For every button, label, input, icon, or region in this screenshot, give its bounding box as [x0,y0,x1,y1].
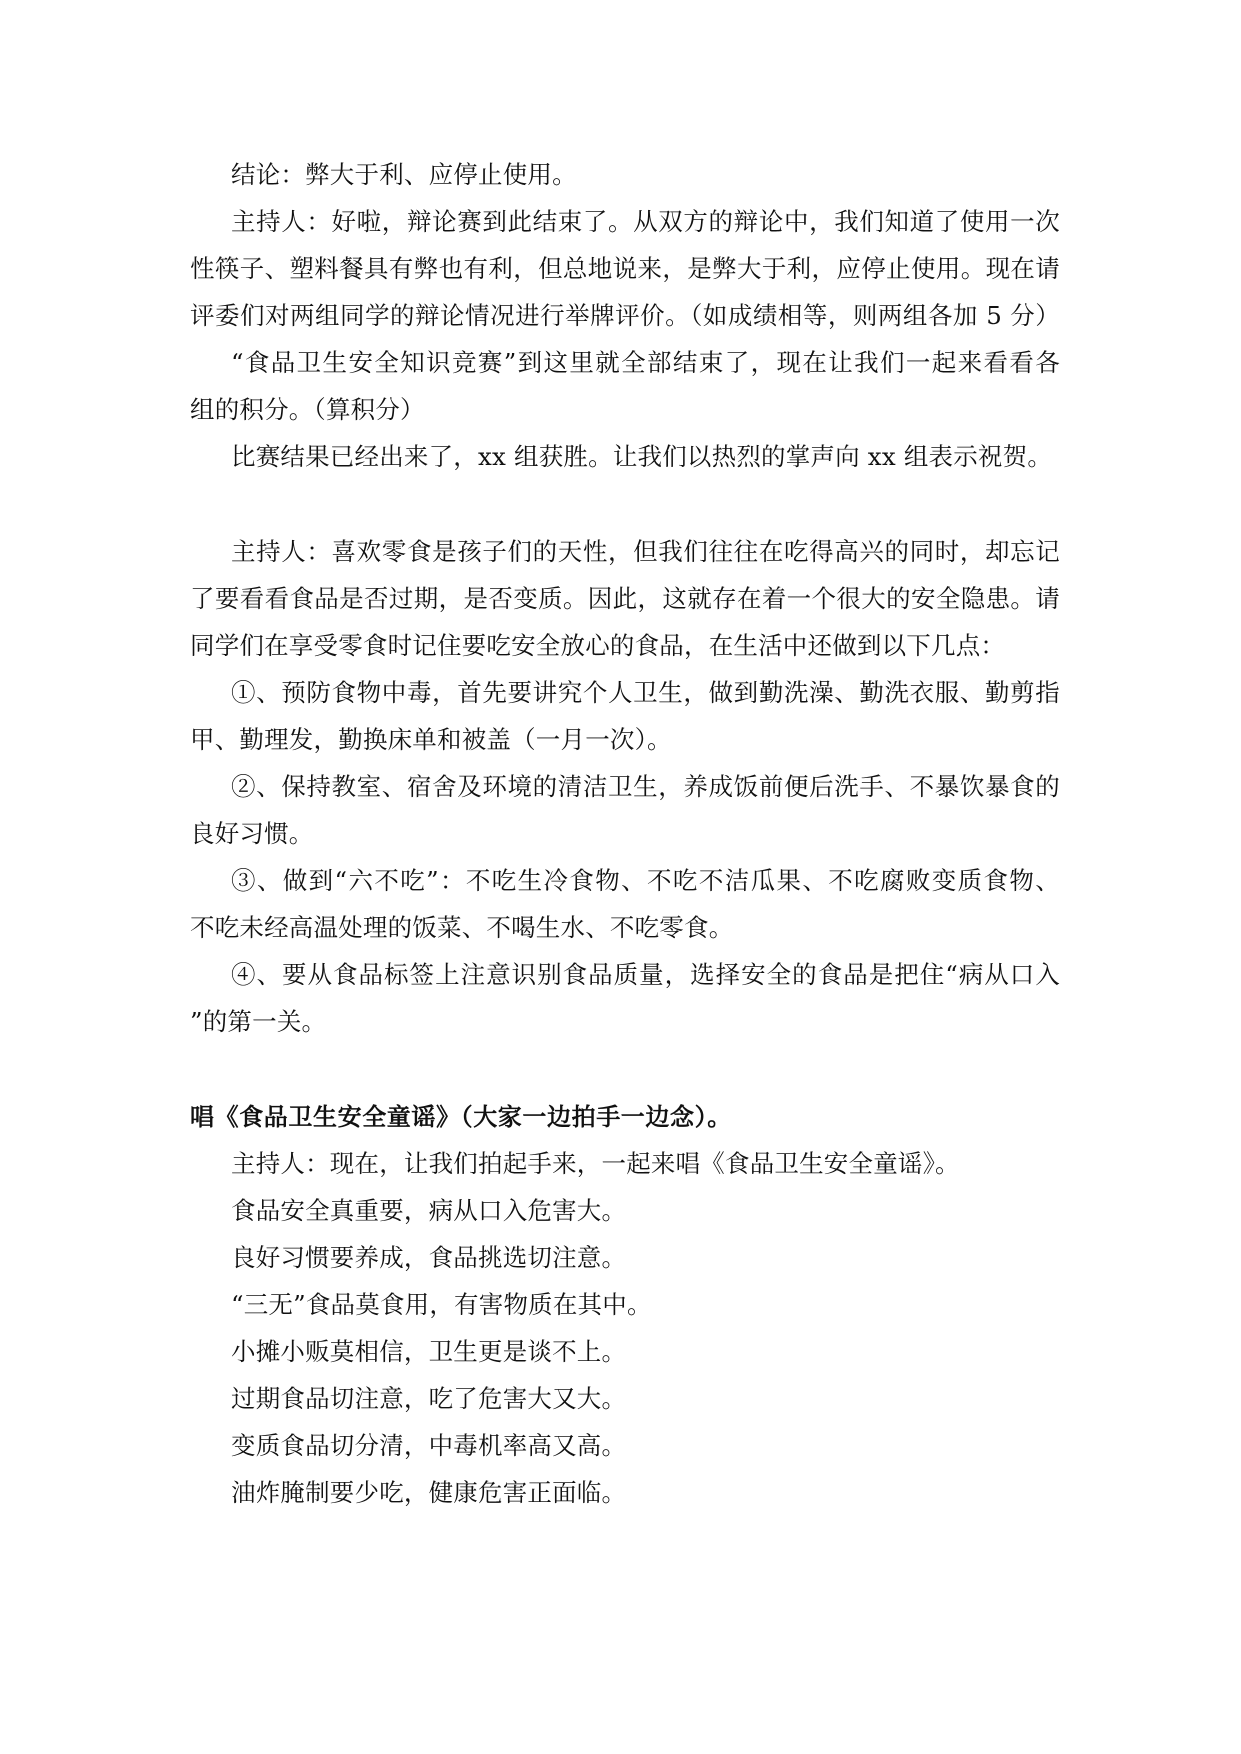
list-item-1: ①、预防食物中毒，首先要讲究个人卫生，做到勤洗澡、勤洗衣服、勤剪指 [231,678,1060,707]
paragraph-line: “食品卫生安全知识竞赛”到这里就全部结束了，现在让我们一起来看看各 [231,348,1060,377]
verse-line: 小摊小贩莫相信，卫生更是谈不上。 [231,1337,627,1366]
list-item-3-cont: 不吃未经高温处理的饭菜、不喝生水、不吃零食。 [190,913,734,942]
verse-line: 食品安全真重要，病从口入危害大。 [231,1196,627,1225]
paragraph-line: 主持人：好啦，辩论赛到此结束了。从双方的辩论中，我们知道了使用一次 [231,207,1060,236]
paragraph-line: 评委们对两组同学的辩论情况进行举牌评价。（如成绩相等，则两组各加 5 分） [190,301,1060,330]
verse-line: 良好习惯要养成，食品挑选切注意。 [231,1243,627,1272]
list-item-2: ②、保持教室、宿舍及环境的清洁卫生，养成饭前便后洗手、不暴饮暴食的 [231,772,1060,801]
verse-line: 变质食品切分清，中毒机率高又高。 [231,1431,627,1460]
verse-line: 过期食品切注意，吃了危害大又大。 [231,1384,627,1413]
list-item-3: ③、做到“六不吃”：不吃生冷食物、不吃不洁瓜果、不吃腐败变质食物、 [231,866,1060,895]
list-item-1-cont: 甲、勤理发，勤换床单和被盖（一月一次）。 [190,725,672,754]
paragraph-line: 比赛结果已经出来了，xx 组获胜。让我们以热烈的掌声向 xx 组表示祝贺。 [231,442,1053,471]
paragraph-line: 主持人：喜欢零食是孩子们的天性，但我们往往在吃得高兴的同时，却忘记 [231,537,1060,566]
list-item-4-cont: ”的第一关。 [190,1007,327,1036]
paragraph-line: 组的积分。（算积分） [190,395,425,424]
list-item-2-cont: 良好习惯。 [190,819,314,848]
paragraph-line: 主持人：现在，让我们拍起手来，一起来唱《食品卫生安全童谣》。 [231,1149,960,1178]
conclusion-text: 结论：弊大于利、应停止使用。 [231,160,577,189]
section-heading: 唱《食品卫生安全童谣》（大家一边拍手一边念）。 [190,1103,732,1131]
verse-line: “三无”食品莫食用，有害物质在其中。 [231,1290,652,1319]
paragraph-line: 了要看看食品是否过期，是否变质。因此，这就存在着一个很大的安全隐患。请 [190,584,1060,613]
list-item-4: ④、要从食品标签上注意识别食品质量，选择安全的食品是把住“病从口入 [231,960,1060,989]
paragraph-line: 同学们在享受零食时记住要吃安全放心的食品，在生活中还做到以下几点： [190,631,1006,660]
verse-line: 油炸腌制要少吃，健康危害正面临。 [231,1478,627,1507]
paragraph-line: 性筷子、塑料餐具有弊也有利，但总地说来，是弊大于利，应停止使用。现在请 [190,254,1060,283]
